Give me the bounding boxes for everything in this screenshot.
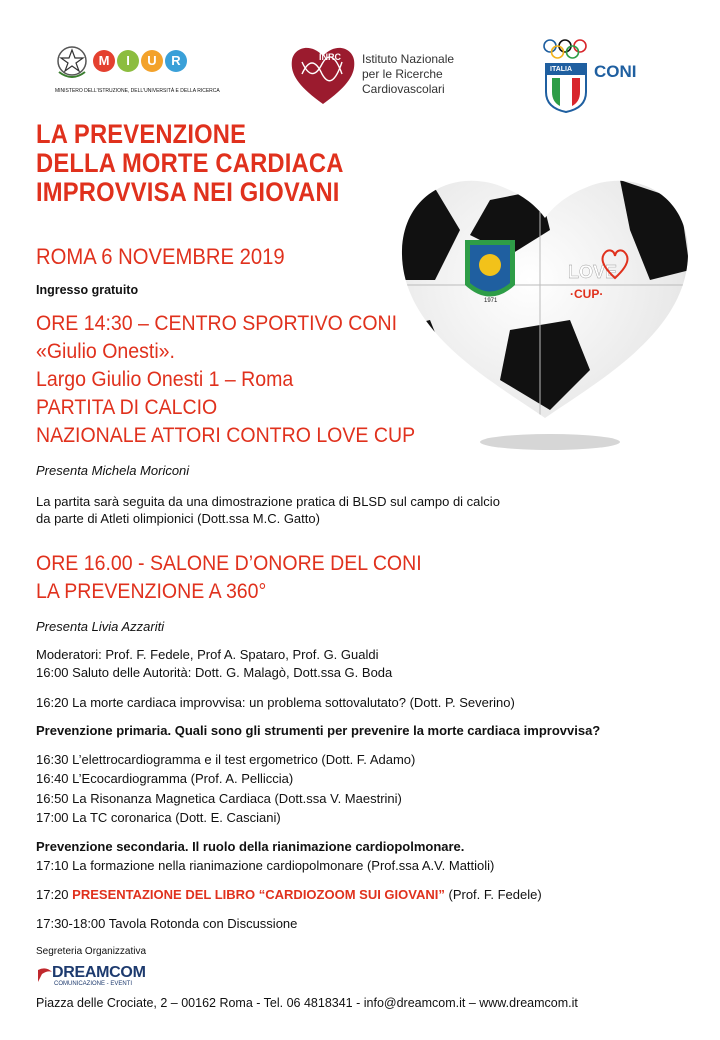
miur-caption: MINISTERO DELL'ISTRUZIONE, DELL'UNIVERSITÀ E DELLA RICERCA [55,88,220,94]
olympic-rings-icon [542,38,588,60]
free-entry-note: Ingresso gratuito [36,283,139,297]
dreamcom-sub: COMUNICAZIONE - EVENTI [54,981,133,987]
miur-letter-r: R [165,50,187,72]
miur-logo [55,44,233,100]
primary-item-4: 17:00 La TC coronarica (Dott. E. Casciani) [36,810,281,825]
match-desc-line-1: La partita sarà seguita da una dimostrazione pratica di BLSD sul campo di calcio [36,494,500,509]
coni-italia-label: ITALIA [550,66,573,73]
inrc-name-line-3: Cardiovascolari [362,82,445,96]
inrc-logo [290,44,470,104]
dreamcom-logo [36,964,166,988]
miur-letter-m: M [93,50,115,72]
secondary-item: 17:10 La formazione nella rianimazione cardiopolmonare (Prof.ssa A.V. Mattioli) [36,858,495,873]
inrc-name-line-2: per le Ricerche [362,67,443,81]
title-line-1: LA PREVENZIONE [36,119,247,149]
cup-text: ·CUP· [570,287,604,301]
presenter-1: Presenta Michela Moriconi [36,463,190,478]
match-line-3: Largo Giulio Onesti 1 – Roma [36,368,294,391]
primary-item-1: 16:30 L’elettrocardiogramma e il test ergometrico (Dott. F. Adamo) [36,752,416,767]
conference-block [36,550,451,606]
title-line-2: DELLA MORTE CARDIACA [36,148,344,178]
badge-year: 1971 [484,298,498,304]
moderators: Moderatori: Prof. F. Fedele, Prof A. Spataro, Prof. G. Gualdi [36,647,379,662]
secondary-heading: Prevenzione secondaria. Il ruolo della rianimazione cardiopolmonare. [36,839,465,854]
talk-1620: 16:20 La morte cardiaca improvvisa: un problema sottovalutato? (Dott. P. Severino) [36,695,515,710]
footer-contacts: Piazza delle Crociate, 2 – 00162 Roma - Tel. 06 4818341 - info@dreamcom.it – www.dreamcom.it [36,996,578,1010]
primary-heading: Prevenzione primaria. Quali sono gli strumenti per prevenire la morte cardiaca improvvisa? [36,723,601,738]
book-presentation [36,887,542,902]
match-block [36,310,444,450]
match-description [36,493,500,527]
italian-emblem-icon [55,44,89,82]
love-text: LOVE [568,262,618,282]
event-date: ROMA 6 NOVEMBRE 2019 [36,244,285,269]
conf-line-2: LA PREVENZIONE A 360° [36,580,267,603]
match-line-1: ORE 14:30 – CENTRO SPORTIVO CONI [36,312,398,335]
match-line-5: NAZIONALE ATTORI CONTRO LOVE CUP [36,424,416,447]
inrc-badge-text: INRC [319,52,341,62]
secretariat-label: Segreteria Organizzativa [36,946,147,957]
book-title: PRESENTAZIONE DEL LIBRO “CARDIOZOOM SUI GIOVANI” [72,887,445,902]
dreamcom-name: DREAMCOM [52,964,146,981]
conf-line-1: ORE 16.00 - SALONE D’ONORE DEL CONI [36,552,422,575]
page-title [36,120,344,207]
book-time: 17:20 [36,887,69,902]
actors-team-badge-icon [465,240,515,297]
primary-item-2: 16:40 L’Ecocardiogramma (Prof. A. Pelliccia) [36,771,294,786]
coni-logo [540,38,650,116]
title-line-3: IMPROVVISA NEI GIOVANI [36,177,340,207]
primary-item-3: 16:50 La Risonanza Magnetica Cardiaca (Dott.ssa V. Maestrini) [36,791,402,806]
greeting: 16:00 Saluto delle Autorità: Dott. G. Malagò, Dott.ssa G. Boda [36,665,393,680]
match-desc-line-2: da parte di Atleti olimpionici (Dott.ssa M.C. Gatto) [36,511,320,526]
book-author: (Prof. F. Fedele) [448,887,542,902]
match-line-4: PARTITA DI CALCIO [36,396,218,419]
coni-label: CONI [594,62,637,81]
round-table: 17:30-18:00 Tavola Rotonda con Discussione [36,916,298,931]
inrc-name-line-1: Istituto Nazionale [362,52,455,66]
match-line-2: «Giulio Onesti». [36,340,175,363]
miur-letter-u: U [141,50,163,72]
miur-letter-i: I [117,50,139,72]
presenter-2: Presenta Livia Azzariti [36,619,165,634]
